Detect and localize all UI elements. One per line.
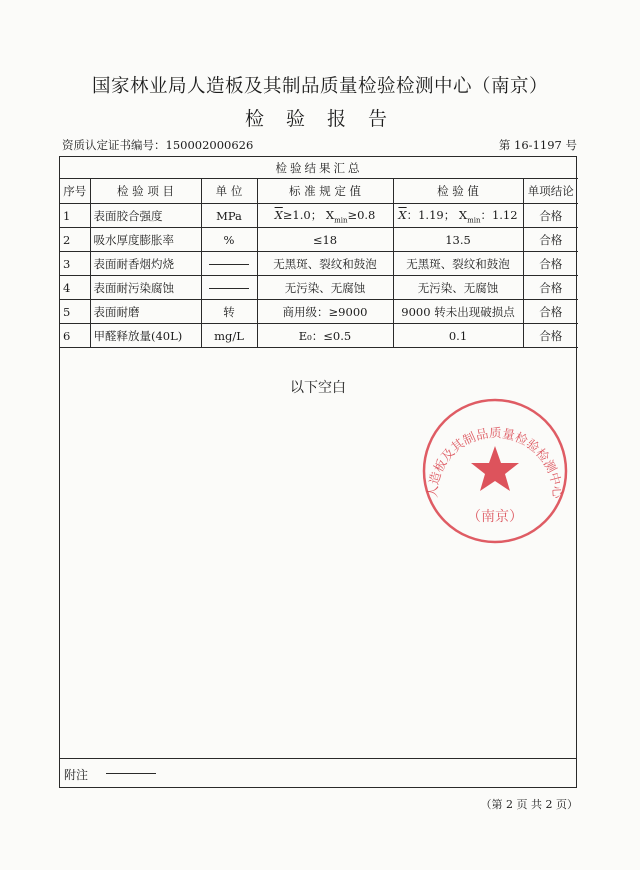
certificate-label: 资质认定证书编号： [62,138,166,152]
table-row [60,276,578,300]
row-result: 合格 [523,324,578,348]
row-standard: ≤18 [257,228,393,252]
row-unit-dash [201,252,257,276]
row-result: 合格 [523,276,578,300]
row-no: 4 [60,276,90,300]
official-seal-icon [420,396,570,546]
blank-note: 以下空白 [290,380,346,396]
results-table [60,157,578,348]
row-value: 无污染、无腐蚀 [393,276,523,300]
row-unit-dash [201,276,257,300]
row-value: 无黑斑、裂纹和鼓泡 [393,252,523,276]
row-unit: MPa [201,204,257,228]
row-standard: 商用级：≥9000 [257,300,393,324]
row-no: 3 [60,252,90,276]
row-standard: $\overline{X}\ge 1.0$； $X_{min}\ge 0.8$ [257,204,393,228]
header-no: 序号 [60,179,90,204]
row-result: 合格 [523,204,578,228]
remark-dash [106,773,156,774]
table-row [60,252,578,276]
table-row [60,204,578,228]
xbar-symbol: $\overline{X}$ [398,207,407,222]
row-result: 合格 [523,228,578,252]
row-item: 表面耐香烟灼烧 [90,252,201,276]
row-item: 甲醛释放量(40L) [90,324,201,348]
row-item: 吸水厚度膨胀率 [90,228,201,252]
seal-city: （南京） [467,509,523,525]
seal-ring-text: 人造板及其制品质量检验检测中心 [424,425,566,499]
row-standard: 无黑斑、裂纹和鼓泡 [257,252,393,276]
header-unit: 单 位 [201,179,257,204]
table-row [60,300,578,324]
row-unit: 转 [201,300,257,324]
header-result: 单项结论 [523,179,578,204]
row-result: 合格 [523,300,578,324]
row-standard: 无污染、无腐蚀 [257,276,393,300]
row-value: $\overline{X}$：1.19； $X_{min}$：1.12 [393,204,523,228]
val-mean: ：1.19； [406,207,456,222]
row-item: 表面耐污染腐蚀 [90,276,201,300]
std-min: ≥0.8 [347,207,376,222]
remark-label: 附注 [64,768,89,782]
certificate-number [62,137,253,153]
report-number: 第 16-1197 号 [498,138,577,152]
page-number: （第 2 页 共 2 页） [480,798,578,811]
row-no: 5 [60,300,90,324]
report-subtitle: 检 验 报 告 [244,108,396,130]
row-value: 9000 转未出现破损点 [393,300,523,324]
row-unit: % [201,228,257,252]
header-standard: 标 准 规 定 值 [257,179,393,204]
table-row [60,228,578,252]
row-result: 合格 [523,252,578,276]
certificate-value: 150002000626 [165,138,254,152]
xbar-symbol: $\overline{X}$ [274,207,283,222]
remark-row [60,758,576,787]
row-value: 0.1 [393,324,523,348]
row-item: 表面胶合强度 [90,204,201,228]
report-title: 国家林业局人造板及其制品质量检验检测中心（南京） [91,76,548,97]
table-header-row [60,179,578,204]
row-standard: E₀：≤0.5 [257,324,393,348]
row-unit: mg/L [201,324,257,348]
table-caption: 检验结果汇总 [60,157,578,179]
row-no: 6 [60,324,90,348]
val-min: ：1.12 [480,207,518,222]
header-value: 检 验 值 [393,179,523,204]
table-row [60,324,578,348]
row-item: 表面耐磨 [90,300,201,324]
row-no: 2 [60,228,90,252]
std-mean: ≥1.0； [282,207,323,222]
row-value: 13.5 [393,228,523,252]
header-item: 检 验 项 目 [90,179,201,204]
row-no: 1 [60,204,90,228]
